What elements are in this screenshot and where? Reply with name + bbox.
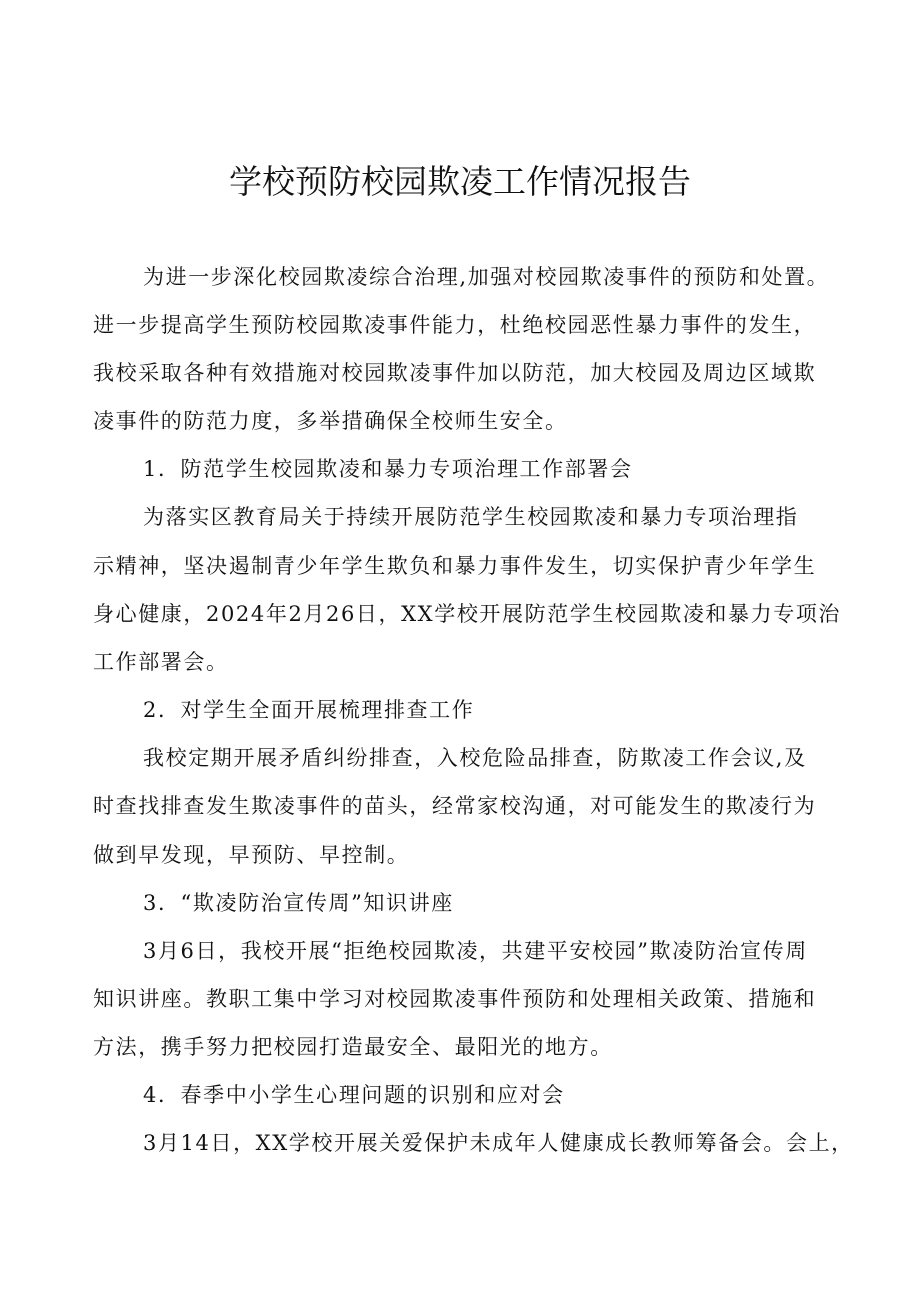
- section-3-line-1: 3月6日，我校开展“拒绝校园欺凌，共建平安校园”欺凌防治宣传周: [143, 939, 808, 963]
- section-heading-1: 1．防范学生校园欺凌和暴力专项治理工作部署会: [143, 457, 633, 481]
- section-1-line-1: 为落实区教育局关于持续开展防范学生校园欺凌和暴力专项治理指: [143, 505, 799, 529]
- section-1-line-4: 工作部署会。: [93, 650, 229, 674]
- document-title: 学校预防校园欺凌工作情况报告: [229, 162, 691, 201]
- section-2-line-2: 时查找排查发生欺凌事件的苗头，经常家校沟通，对可能发生的欺凌行为: [93, 794, 817, 818]
- section-1-line-3: 身心健康，2024年2月26日，XX学校开展防范学生校园欺凌和暴力专项治: [93, 602, 842, 626]
- section-1-line-2: 示精神，坚决遏制青少年学生欺负和暴力事件发生，切实保护青少年学生: [93, 554, 817, 578]
- section-heading-2: 2．对学生全面开展梳理排查工作: [143, 698, 475, 722]
- section-heading-4: 4．春季中小学生心理问题的识别和应对会: [143, 1083, 565, 1107]
- intro-line-1: 为进一步深化校园欺凌综合治理,加强对校园欺凌事件的预防和处置。: [143, 265, 830, 289]
- section-2-line-3: 做到早发现，早预防、早控制。: [93, 843, 410, 867]
- intro-line-2: 进一步提高学生预防校园欺凌事件能力，杜绝校园恶性暴力事件的发生，: [93, 313, 817, 337]
- section-3-line-2: 知识讲座。教职工集中学习对校园欺凌事件预防和处理相关政策、措施和: [93, 987, 817, 1011]
- section-3-line-3: 方法，携手努力把校园打造最安全、最阳光的地方。: [93, 1035, 613, 1059]
- section-heading-3: 3．“欺凌防治宣传周”知识讲座: [143, 891, 454, 915]
- section-4-line-1: 3月14日，XX学校开展关爱保护未成年人健康成长教师筹备会。会上，: [143, 1131, 854, 1155]
- intro-line-4: 凌事件的防范力度，多举措确保全校师生安全。: [93, 409, 568, 433]
- intro-line-3: 我校采取各种有效措施对校园欺凌事件加以防范，加大校园及周边区域欺: [93, 361, 817, 385]
- section-2-line-1: 我校定期开展矛盾纠纷排查，入校危险品排查，防欺凌工作会议,及: [143, 746, 807, 770]
